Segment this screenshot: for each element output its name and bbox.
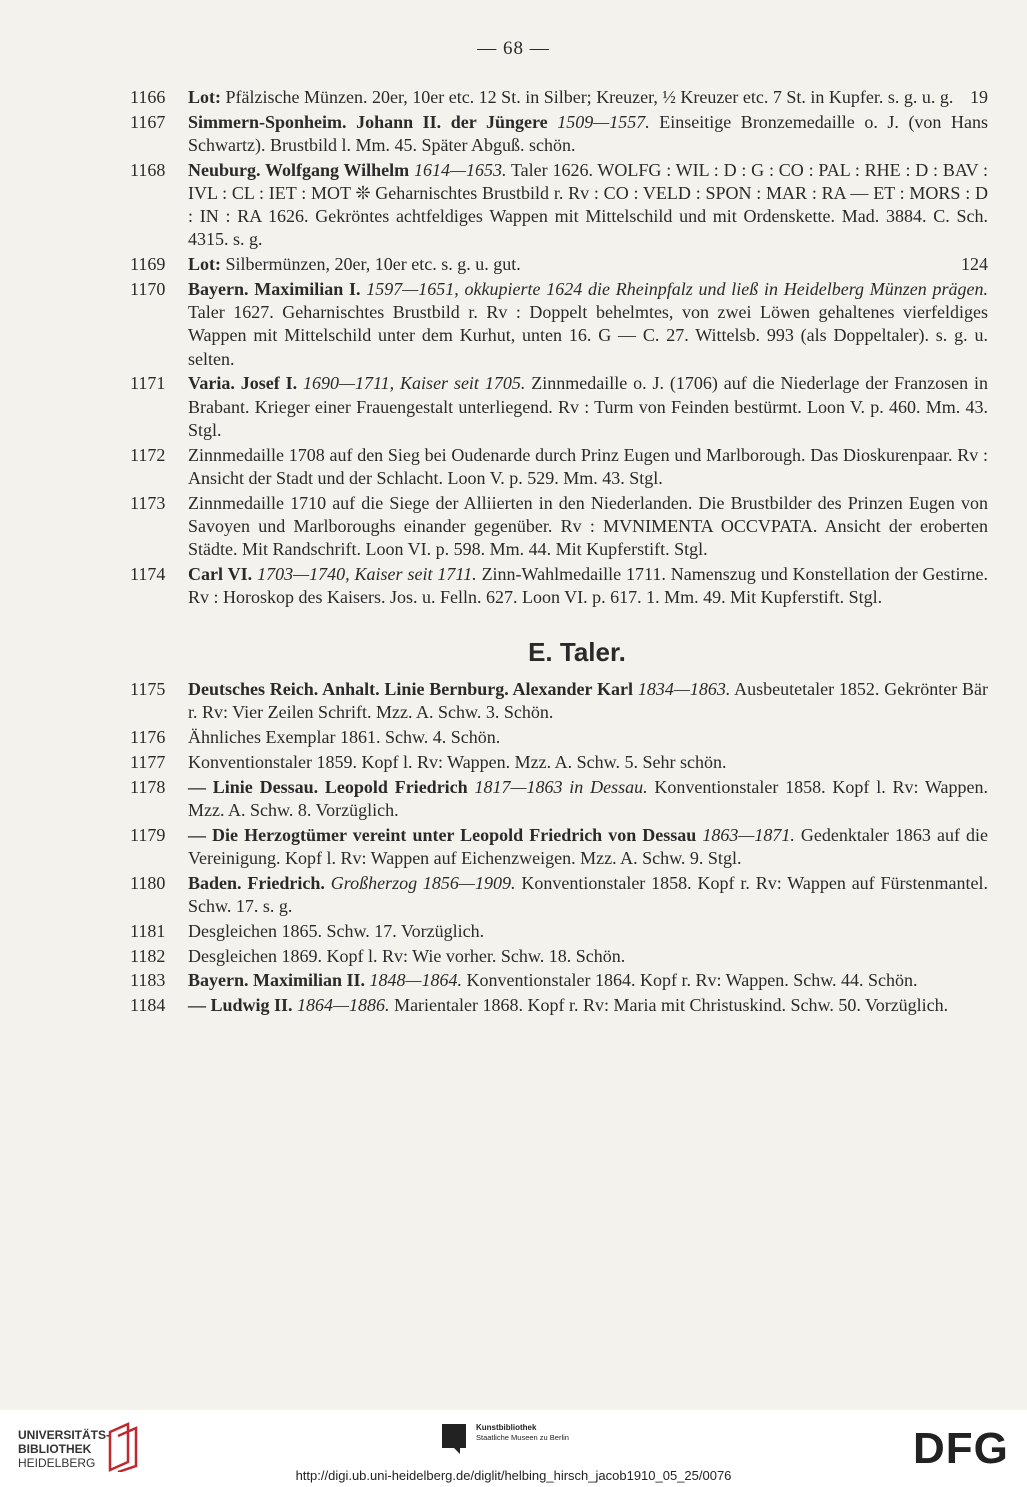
entry-number: 1176 — [130, 727, 166, 748]
entry-price: 124 — [961, 254, 988, 275]
catalog-entry — [130, 678, 988, 724]
entry-description: Zinn-Wahlmedaille 1711. Namenszug und Konstellation der Gestirne. Rv : Horoskop des Kaisers. Jos. u. Felln. 627. Loon VI. p. 617. 1. Mm. 49. Mit Kupferstift. Stgl. — [188, 563, 989, 608]
entry-period: 1509—1557. — [557, 111, 650, 132]
entry-number: 1180 — [130, 872, 166, 893]
university-line-2: BIBLIOTHEK — [18, 1442, 92, 1456]
entry-description: Desgleichen 1869. Kopf l. Rv: Wie vorher. Schw. 18. Schön. — [188, 945, 626, 966]
entry-number: 1168 — [130, 159, 166, 180]
entry-number: 1179 — [130, 824, 166, 845]
entry-description: Taler 1627. Geharnischtes Brustbild r. Rv : Doppelt behelmtes, von zwei Löwen gehaltenes vierfeldiges Wappen mit Mittelschild unter dem Kurhut, unten 16. G — C. 27. Wittelsb. 993 (als Doppeltaler). s. g. u. selten. — [188, 302, 988, 369]
entry-period: 1834—1863. — [637, 679, 731, 700]
entry-number: 1178 — [130, 776, 166, 797]
entry-period: 1864—1886. — [297, 995, 390, 1016]
catalog-entry — [130, 969, 988, 992]
kunstbibliothek-logo[interactable] — [476, 1423, 569, 1443]
entry-heading: Baden. Friedrich. — [188, 872, 325, 893]
entry-description: Pfälzische Münzen. 20er, 10er etc. 12 St. in Silber; Kreuzer, ½ Kreuzer etc. 7 St. in Kupfer. s. g. u. g. — [225, 87, 954, 107]
entry-number: 1166 — [130, 87, 166, 107]
entry-number: 1177 — [130, 752, 166, 773]
entry-heading: — Die Herzogtümer vereint unter Leopold Friedrich von Dessau — [188, 824, 697, 845]
entry-period: 1614—1653. — [413, 159, 507, 180]
entry-number: 1171 — [130, 373, 166, 394]
entry-description: Konventionstaler 1858. Kopf l. Rv: Wappen. Mzz. A. Schw. 8. Vorzüglich. — [188, 776, 989, 821]
catalog-entries — [130, 86, 988, 1019]
entry-description: Konventionstaler 1859. Kopf l. Rv: Wappen. Mzz. A. Schw. 5. Sehr schön. — [188, 752, 727, 773]
catalog-entry — [130, 86, 988, 109]
entry-description: Konventionstaler 1858. Kopf r. Rv: Wappen auf Fürstenmantel. Schw. 17. s. g. — [188, 872, 989, 917]
entry-heading: — Ludwig II. — [188, 995, 293, 1016]
catalog-entry — [130, 444, 988, 490]
entry-description: Einseitige Bronzemedaille o. J. (von Hans Schwartz). Brustbild l. Mm. 45. Später Abguß. schön. — [188, 111, 988, 155]
entry-number: 1169 — [130, 254, 166, 275]
catalog-entry — [130, 945, 988, 968]
source-url[interactable]: http://digi.ub.uni-heidelberg.de/diglit/helbing_hirsch_jacob1910_05_25/0076 — [295, 1468, 732, 1483]
entry-description: Zinnmedaille 1708 auf den Sieg bei Oudenarde durch Prinz Eugen und Marlborough. Das Dioskurenpaar. Rv : Ansicht der Stadt und der Schlacht. Loon V. p. 529. Mm. 43. Stgl. — [188, 444, 988, 488]
entry-period: 1848—1864. — [369, 970, 463, 991]
university-line-3: HEIDELBERG — [18, 1456, 96, 1470]
catalog-entry — [130, 726, 988, 749]
entry-heading: Simmern-Sponheim. Johann II. der Jüngere — [188, 111, 548, 132]
entries-before-section — [130, 86, 988, 609]
entry-heading: Lot: — [188, 254, 221, 275]
catalog-entry — [130, 159, 988, 252]
catalog-entry — [130, 872, 988, 918]
entry-number: 1182 — [130, 945, 166, 966]
entry-period: 1690—1711, Kaiser seit 1705. — [303, 373, 526, 394]
entry-heading: — Linie Dessau. Leopold Friedrich — [188, 776, 468, 797]
catalog-entry — [130, 920, 988, 943]
entry-heading: Varia. Josef I. — [188, 373, 298, 394]
catalog-entry — [130, 253, 988, 276]
entry-number: 1172 — [130, 444, 166, 465]
entry-description: Zinnmedaille o. J. (1706) auf die Niederlage der Franzosen in Brabant. Krieger einer Frauengestalt unterliegend. Rv : Turm von Feinden bestürmt. Loon V. p. 460. Mm. 43. Stgl. — [188, 373, 989, 440]
entry-period: Großherzog 1856—1909. — [330, 872, 516, 893]
dfg-logo[interactable]: DFG — [913, 1424, 1009, 1473]
entry-description: Marientaler 1868. Kopf r. Rv: Maria mit Christuskind. Schw. 50. Vorzüglich. — [394, 995, 949, 1016]
entry-period: 1817—1863 in Dessau. — [474, 776, 648, 797]
footer — [0, 1410, 1027, 1487]
entry-description: Silbermünzen, 20er, 10er etc. s. g. u. gut. — [225, 254, 521, 275]
entry-description: Gedenktaler 1863 auf die Vereinigung. Kopf l. Rv: Wappen auf Eichenzweigen. Mzz. A. Schw. 9. Stgl. — [188, 824, 988, 869]
page-number: — 68 — — [477, 38, 550, 59]
entry-heading: Lot: — [188, 87, 221, 107]
entry-number: 1183 — [130, 970, 166, 991]
university-library-logo[interactable] — [18, 1428, 110, 1470]
catalog-entry — [130, 372, 988, 442]
university-emblem-icon — [106, 1422, 140, 1472]
section-title: E. Taler. — [528, 637, 626, 668]
entry-heading: Bayern. Maximilian I. — [188, 279, 361, 299]
entry-description: Konventionstaler 1864. Kopf r. Rv: Wappen. Schw. 44. Schön. — [466, 970, 918, 991]
catalog-entry — [130, 492, 988, 562]
kb-line-2: Staatliche Museen zu Berlin — [476, 1433, 569, 1442]
catalog-entry — [130, 994, 988, 1017]
entry-heading: Neuburg. Wolfgang Wilhelm — [188, 159, 410, 180]
catalog-entry — [130, 776, 988, 822]
entry-heading: Bayern. Maximilian II. — [188, 970, 366, 991]
entry-description: Zinnmedaille 1710 auf die Siege der Alliierten in den Niederlanden. Die Brustbilder des Prinzen Eugen von Savoyen und Marlboroughs einander gegenüber. Rv : MVNIMENTA OCCVPATA. Ansicht der eroberten Städte. Mit Randschrift. Loon VI. p. 598. Mm. 44. Mit Kupferstift. Stgl. — [188, 492, 988, 560]
entry-number: 1181 — [130, 920, 166, 941]
kb-line-1: Kunstbibliothek — [476, 1423, 537, 1432]
entry-description: Ähnliches Exemplar 1861. Schw. 4. Schön. — [188, 727, 501, 748]
entry-description: Taler 1626. WOLFG : WIL : D : G : CO : PAL : RHE : D : BAV : IVL : CL : IET : MOT ❊ Geharnischtes Brustbild r. Rv : CO : VELD : SPON : MAR : RA — ET : MORS : D : IN : RA 1626. Gekröntes achtfeldiges Wappen mit Mittelschild und mit Ordenskette. Mad. 3884. C. Sch. 4315. s. g. — [188, 159, 988, 250]
catalog-entry — [130, 824, 988, 870]
entry-heading: Carl VI. — [188, 563, 253, 584]
entry-price: 19 — [970, 87, 988, 107]
catalog-entry — [130, 751, 988, 774]
entry-period: 1703—1740, Kaiser seit 1711. — [257, 563, 477, 584]
entry-heading: Deutsches Reich. Anhalt. Linie Bernburg. Alexander Karl — [188, 679, 634, 700]
entry-number: 1170 — [130, 279, 166, 299]
university-line-1: UNIVERSITÄTS- — [18, 1428, 111, 1442]
kunstbibliothek-emblem-icon — [440, 1422, 468, 1456]
catalog-entry — [130, 278, 988, 371]
entry-period: 1863—1871. — [702, 824, 795, 845]
entry-period: 1597—1651, okkupierte 1624 die Rheinpfalz und ließ in Heidelberg Münzen prägen. — [366, 279, 989, 299]
entry-number: 1174 — [130, 563, 166, 584]
catalog-entry — [130, 563, 988, 609]
entry-number: 1173 — [130, 492, 166, 513]
catalog-entry — [130, 111, 988, 157]
entry-number: 1167 — [130, 111, 166, 132]
entries-after-section — [130, 678, 988, 1017]
entry-description: Desgleichen 1865. Schw. 17. Vorzüglich. — [188, 920, 485, 941]
entry-description: Ausbeutetaler 1852. Gekrönter Bär r. Rv: Vier Zeilen Schrift. Mzz. A. Schw. 3. Schön. — [188, 679, 988, 723]
entry-number: 1184 — [130, 995, 166, 1016]
entry-number: 1175 — [130, 679, 166, 700]
